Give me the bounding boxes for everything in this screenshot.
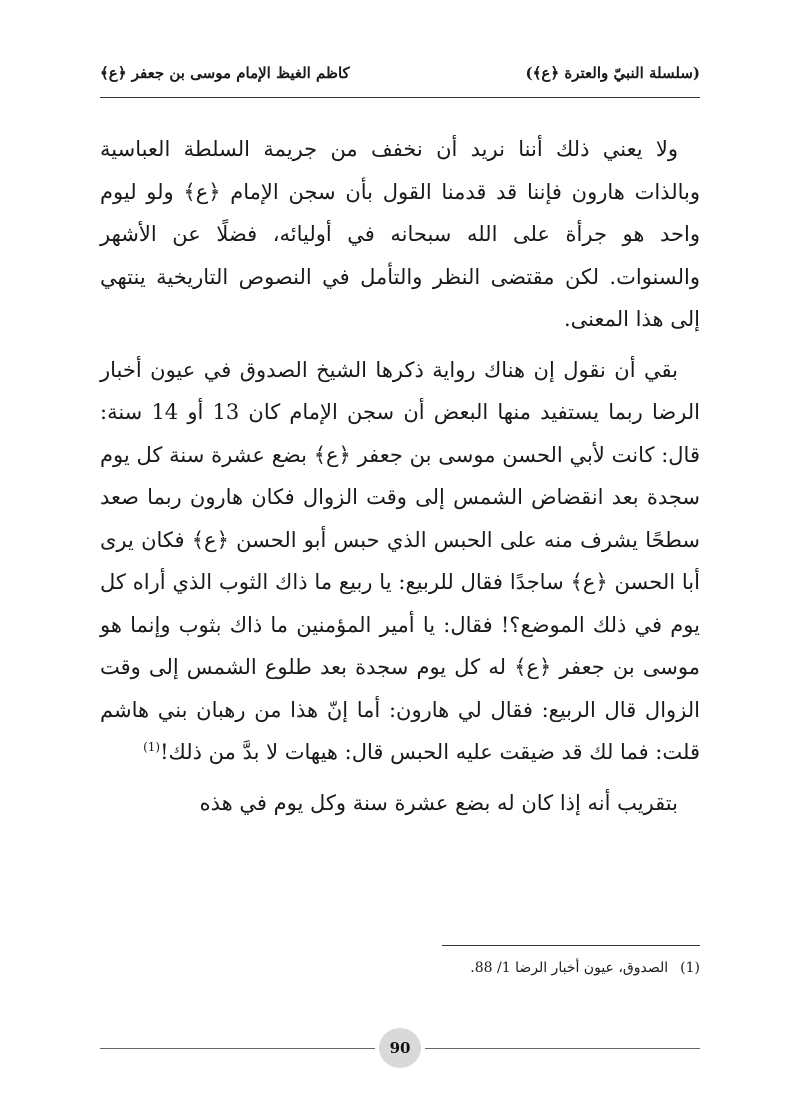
header-book-title: كاظم الغيظ الإمام موسى بن جعفر ﴿ع﴾ [100,64,350,82]
page-number-rule-left [100,1048,375,1049]
paragraph: بتقريب أنه إذا كان له بضع عشرة سنة وكل يوم في هذه [199,790,678,815]
page-number: 90 [379,1028,421,1068]
footnote-number: (1) [680,960,700,976]
page-number-rule-right [425,1048,700,1049]
footnote-reference: (1) [143,740,161,754]
footnote-text: الصدوق، عيون أخبار الرضا 1/ 88. [470,960,669,976]
header-series-title: (سلسلة النبيّ والعترة ﴿ع﴾) [525,64,700,82]
running-header [100,58,700,88]
footnote [100,958,700,978]
paragraph [100,349,700,774]
body-text [100,128,700,832]
header-divider [100,97,700,98]
paragraph: ولا يعني ذلك أننا نريد أن نخفف من جريمة السلطة العباسية وبالذات هارون فإننا قد قدمنا القول بأن سجن الإمام ﴿ع﴾ ولو ليوم واحد هو جرأة على الله سبحانه في أوليائه، فضلًا عن الأشهر والسنوات. لكن مقتضى النظر والتأمل في النصوص التاريخية ينتهي إلى هذا المعنى. [100,137,700,331]
paragraph-text: بقي أن نقول إن هناك رواية ذكرها الشيخ الصدوق في عيون أخبار الرضا ربما يستفيد منها البعض أن سجن الإمام كان 13 أو 14 سنة: قال: كانت لأبي الحسن موسى بن جعفر ﴿ع﴾ بضع عشرة سنة كل يوم سجدة بعد انقضاض الشمس إلى وقت الزوال فكان هارون ربما صعد سطحًا يشرف منه على الحبس الذي حبس أبو الحسن ﴿ع﴾ فكان يرى أبا الحسن ﴿ع﴾ ساجدًا فقال للربيع: يا ربيع ما ذاك الثوب الذي أراه كل يوم في ذلك الموضع؟! فقال: يا أمير المؤمنين ما ذاك بثوب وإنما هو موسى بن جعفر ﴿ع﴾ له كل يوم سجدة بعد طلوع الشمس إلى وقت الزوال قال الربيع: فقال لي هارون: أما إنّ هذا من رهبان بني هاشم قلت: فما لك قد ضيقت عليه الحبس قال: هيهات لا بدَّ من ذلك! [100,357,700,764]
footnote-divider [442,945,700,946]
